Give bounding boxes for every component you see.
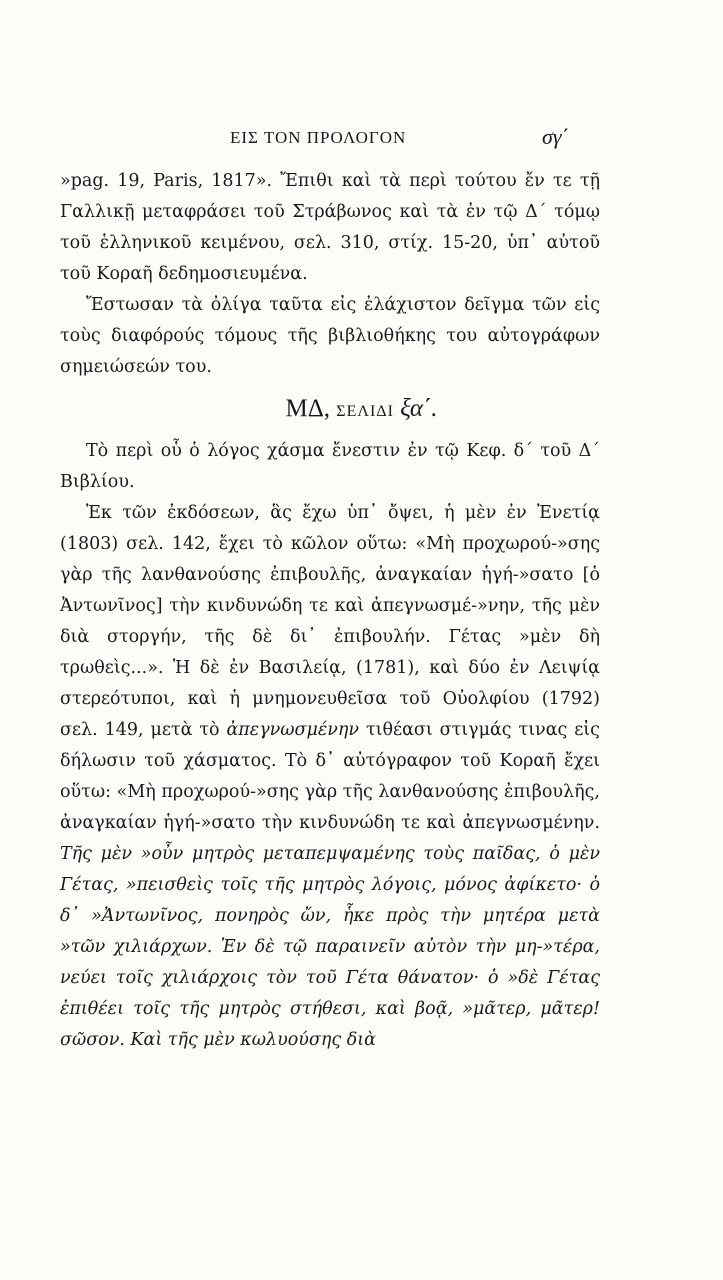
editions-text: Ἐκ τῶν ἐκδόσεων, ἃς ἔχω ὑπ᾿ ὄψει, ἡ μὲν ἐν Ἐνετίᾳ (1803) σελ. 142, ἔχει τὸ κῶλον οὕτω: «Μὴ προχωρού-»σης γὰρ τῆς λανθανούσης ἐπιβουλῆς, ἀναγκαίαν ἡγή-»σατο [ὁ Ἀντωνῖνος] τὴν κινδυνώδη τε καὶ ἀπεγνωσμέ-»νην, τῆς μὲν διὰ στοργήν, τῆς δὲ δι᾿ ἐπιβουλήν. Γέτας »μὲν δὴ τρωθεὶς...». Ἡ δὲ ἐν Βασιλείᾳ, (1781), καὶ δύο ἐν Λειψίᾳ στερεότυποι, καὶ ἡ μνημονευθεῖσα τοῦ Οὐολφίου (1792) σελ. 149, μετὰ τὸ (60, 503, 600, 740)
heading-small-caps: ΣΕΛΙΔΙ (336, 403, 394, 420)
paragraph-autographs: Ἔστωσαν τὰ ὀλίγα ταῦτα εἰς ἐλάχιστον δεῖγμα τῶν εἰς τοὺς διαφόρούς τόμους τῆς βιβλιοθήκης του αὐτογράφων σημειώσεών του. (60, 295, 600, 377)
quoted-italic-passage: Τῆς μὲν »οὖν μητρὸς μεταπεμψαμένης τοὺς παῖδας, ὁ μὲν Γέτας, »πεισθεὶς τοῖς τῆς μητρὸς λόγοις, μόνος ἀφίκετο· ὁ δ᾿ »Ἀντωνῖνος, πονηρὸς ὤν, ἧκε πρὸς τὴν μητέρα μετὰ »τῶν χιλιάρχων. Ἐν δὲ τῷ παραινεῖν αὐτὸν τὴν μη-»τέρα, νεύει τοῖς χιλιάρχοις τὸν τοῦ Γέτα θάνατον· ὁ »δὲ Γέτας ἐπιθέει τοῖς τῆς μητρὸς στήθεσι, καὶ βοᾷ, »μᾶτερ, μᾶτερ! σῶσον. Καὶ τῆς μὲν κωλυούσης διὰ (60, 844, 600, 1050)
paragraph-editions (60, 498, 600, 1056)
editions-italic-word: ἀπεγνωσμένην (226, 720, 360, 740)
heading-ref: ξα΄. (400, 395, 438, 422)
text-block-bottom (60, 436, 600, 1056)
editions-text-cont: τιθέασι στιγμάς τινας εἰς δήλωσιν τοῦ χάσματος. Τὸ δ᾿ αὐτόγραφον τοῦ Κοραῆ ἔχει οὕτω: «Μὴ προχωρού-»σης γὰρ τῆς λανθανούσης ἐπιβουλῆς, ἀναγκαίαν ἡγή-»σατο τὴν κινδυνώδη τε καὶ ἀπεγνωσμένην. (60, 720, 600, 833)
heading-main: ΜΔ, (285, 395, 331, 422)
section-heading (0, 395, 723, 423)
paragraph-gap: Τὸ περὶ οὗ ὁ λόγος χάσμα ἔνεστιν ἐν τῷ Κεφ. δ΄ τοῦ Δ΄ Βιβλίου. (60, 441, 600, 492)
paragraph-continuation: »pag. 19, Paris, 1817». Ἔπιθι καὶ τὰ περὶ τούτου ἔν τε τῇ Γαλλικῇ μεταφράσει τοῦ Στράβωνος καὶ τὰ ἐν τῷ Δ΄ τόμῳ τοῦ ἑλληνικοῦ κειμένου, σελ. 310, στίχ. 15-20, ὑπ᾿ αὐτοῦ τοῦ Κοραῆ δεδημοσιευμένα. (60, 171, 600, 284)
page-number: σγ΄ (542, 124, 569, 149)
running-title: ΕΙΣ ΤΟΝ ΠΡΟΛΟΓΟΝ (230, 128, 407, 147)
text-block-top (60, 166, 600, 383)
